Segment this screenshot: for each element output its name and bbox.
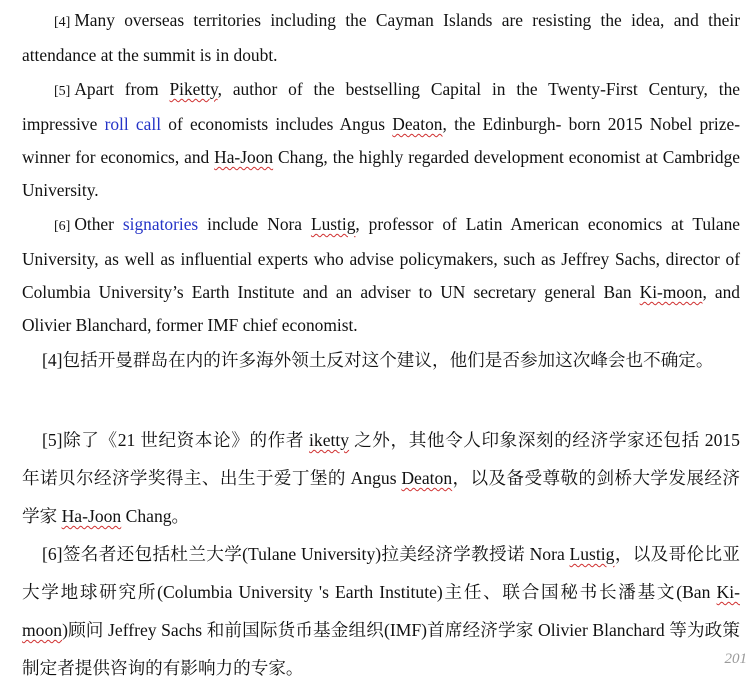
text-segment: ，以及哥伦比亚大学地球研究所(Columbia University 's Earth Institute)主任、联合国秘书长潘基文(Ban <box>22 544 740 602</box>
text-segment: Chang。 <box>121 506 190 526</box>
page-number: 201 <box>724 651 747 667</box>
spellcheck-word: Ki-moon <box>639 282 703 302</box>
text-segment: , the Edinburgh- born 2015 Nobel prize-winner for economics, and <box>22 114 740 167</box>
text-segment: Other <box>74 214 123 234</box>
paragraph-number: [4] <box>54 15 71 30</box>
spellcheck-word: Deaton <box>401 468 453 488</box>
text-segment: Chang, the highly regarded development economist at Cambridge University. <box>22 147 740 200</box>
text-segment: [6]签名者还包括杜兰大学(Tulane University)拉美经济学教授诺 Nora <box>42 544 570 564</box>
text-segment: 之外，其他令人印象深刻的经济学家还包括 2015 年诺贝尔经济学奖得主、出生于爱丁堡的 Angus <box>22 430 740 488</box>
text-segment: , and Olivier Blanchard, former IMF chief economist. <box>22 282 740 335</box>
paragraph-text: [4]包括开曼群岛在内的许多海外领土反对这个建议，他们是否参加这次峰会也不确定。 <box>42 350 714 370</box>
spellcheck-word: Ki-moon <box>22 582 740 640</box>
text-segment: of economists includes Angus <box>161 114 393 134</box>
text-segment: , professor of Latin American economics at Tulane University, as well as influential experts who advise policymakers, such as Jeffrey Sachs, director of Columbia University’s Earth Institute and an adviser to UN secretary general Ban <box>22 214 741 302</box>
text-segment: ，以及备受尊敬的剑桥大学发展经济学家 <box>22 468 740 526</box>
spellcheck-word: Ha-Joon <box>61 506 122 526</box>
spellcheck-word: Deaton <box>392 114 443 134</box>
signatories-link[interactable]: signatories <box>122 214 199 234</box>
english-paragraph-6 <box>22 208 740 342</box>
english-paragraph-4 <box>22 4 740 72</box>
paragraph-number: [5] <box>54 84 71 99</box>
spellcheck-word: Lustig <box>310 214 356 234</box>
text-segment: [5]除了《21 世纪资本论》的作者 <box>42 430 310 450</box>
chinese-paragraph-4 <box>22 341 740 379</box>
spellcheck-word: iketty <box>309 430 350 450</box>
english-paragraph-5 <box>22 73 740 207</box>
text-segment: include Nora <box>198 214 311 234</box>
paragraph-text: Many overseas territories including the Cayman Islands are resisting the idea, and their attendance at the summit is in doubt. <box>22 10 740 65</box>
paragraph-number: [6] <box>54 219 71 234</box>
chinese-paragraph-6 <box>22 535 740 687</box>
chinese-paragraph-5 <box>22 421 740 535</box>
spellcheck-word: Lustig <box>569 544 615 564</box>
text-segment: Apart from <box>74 79 170 99</box>
roll-call-link[interactable]: roll call <box>104 114 162 134</box>
text-segment: )顾问 Jeffrey Sachs 和前国际货币基金组织(IMF)首席经济学家 Olivier Blanchard 等为政策制定者提供咨询的有影响力的专家。 <box>22 620 740 678</box>
spellcheck-word: Ha-Joon <box>214 147 274 167</box>
text-segment: , author of the bestselling Capital in the Twenty-First Century, the impressive <box>22 79 740 134</box>
spellcheck-word: Piketty <box>169 79 218 99</box>
